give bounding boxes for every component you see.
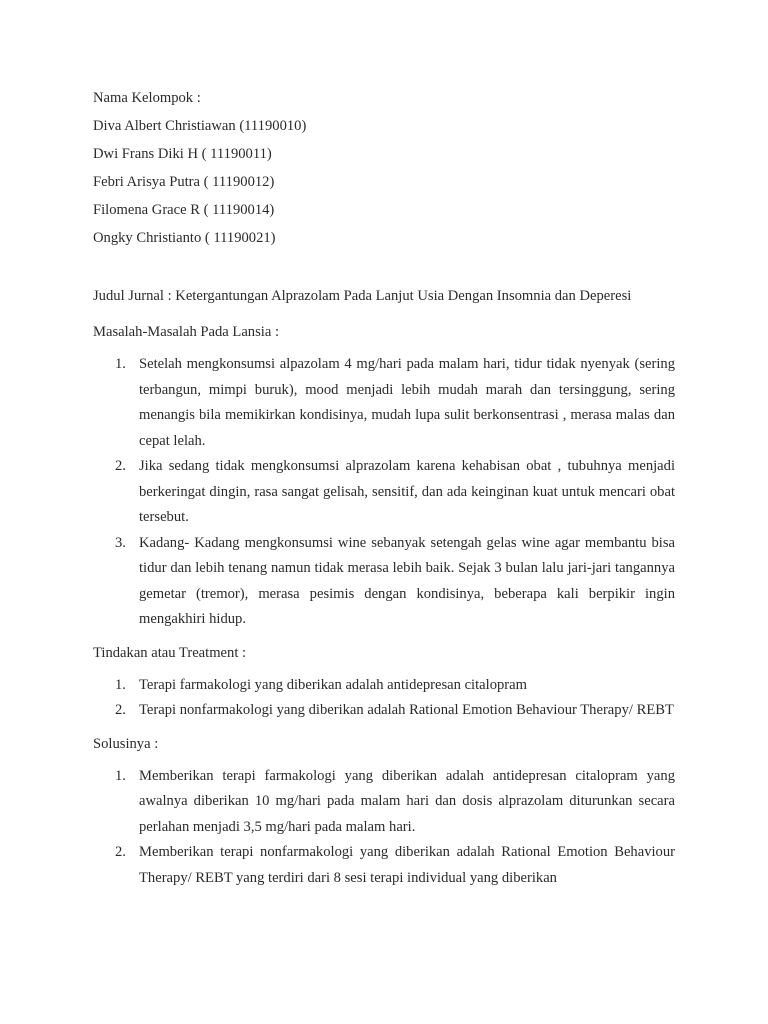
journal-title: Judul Jurnal : Ketergantungan Alprazolam Pada Lanjut Usia Dengan Insomnia dan Deperesi	[93, 288, 632, 304]
member-3: Febri Arisya Putra ( 11190012)	[93, 174, 275, 190]
treatment-item-1	[93, 673, 675, 699]
solution-item-2	[93, 840, 675, 891]
member-2: Dwi Frans Diki H ( 11190011)	[93, 146, 272, 162]
problem-item-2	[93, 454, 675, 531]
problem-item-3	[93, 531, 675, 633]
solution-number-1: 1.	[115, 767, 126, 784]
treatment-text-1: Terapi farmakologi yang diberikan adalah antidepresan citalopram	[139, 676, 527, 693]
member-4: Filomena Grace R ( 11190014)	[93, 202, 275, 218]
treatment-heading: Tindakan atau Treatment :	[93, 644, 247, 661]
solution-text-1: Memberikan terapi farmakologi yang diberikan adalah antidepresan citalopram yang awalnya diberikan 10 mg/hari pada malam hari dan dosis alprazolam diturunkan secara perlahan menjadi 3,5 mg/hari pada malam hari.	[139, 767, 675, 835]
solution-number-2: 2.	[115, 844, 126, 860]
solution-item-1	[93, 764, 675, 841]
problem-number-2: 2.	[115, 458, 126, 474]
member-1: Diva Albert Christiawan (11190010)	[93, 118, 307, 134]
problem-text-1: Setelah mengkonsumsi alpazolam 4 mg/hari pada malam hari, tidur tidak nyenyak (sering terbangun, mimpi buruk), mood menjadi lebih mudah marah dan tersinggung, sering menangis bila memikirkan kondisinya, mudah lupa sulit berkonsentrasi , merasa malas dan cepat lelah.	[139, 356, 675, 449]
problem-text-2: Jika sedang tidak mengkonsumsi alprazolam karena kehabisan obat , tubuhnya menjadi berkeringat dingin, rasa sangat gelisah, sensitif, dan ada keinginan kuat untuk mencari obat tersebut.	[139, 458, 675, 525]
problem-number-1: 1.	[115, 356, 126, 372]
problem-number-3: 3.	[115, 534, 126, 551]
solution-heading: Solusinya :	[93, 735, 159, 752]
member-5: Ongky Christianto ( 11190021)	[93, 230, 276, 246]
solution-text-2: Memberikan terapi nonfarmakologi yang diberikan adalah Rational Emotion Behaviour Therapy/ REBT yang terdiri dari 8 sesi terapi individual yang diberikan	[139, 844, 675, 886]
group-label: Nama Kelompok :	[93, 90, 201, 106]
treatment-text-2: Terapi nonfarmakologi yang diberikan adalah Rational Emotion Behaviour Therapy/ REBT	[139, 702, 674, 718]
treatment-number-1: 1.	[115, 676, 126, 693]
document-page	[93, 84, 675, 897]
problems-heading: Masalah-Masalah Pada Lansia :	[93, 324, 280, 340]
treatment-number-2: 2.	[115, 702, 126, 718]
treatment-item-2	[93, 698, 675, 724]
solution-list	[93, 764, 675, 892]
treatment-list	[93, 673, 675, 724]
problem-item-1	[93, 352, 675, 454]
problem-text-3: Kadang- Kadang mengkonsumsi wine sebanyak setengah gelas wine agar membantu bisa tidur dan lebih tenang namun tidak merasa lebih baik. Sejak 3 bulan lalu jari-jari tangannya gemetar (tremor), merasa pesimis dengan kondisinya, beberapa kali berpikir ingin mengakhiri hidup.	[139, 534, 675, 627]
problems-list	[93, 352, 675, 633]
